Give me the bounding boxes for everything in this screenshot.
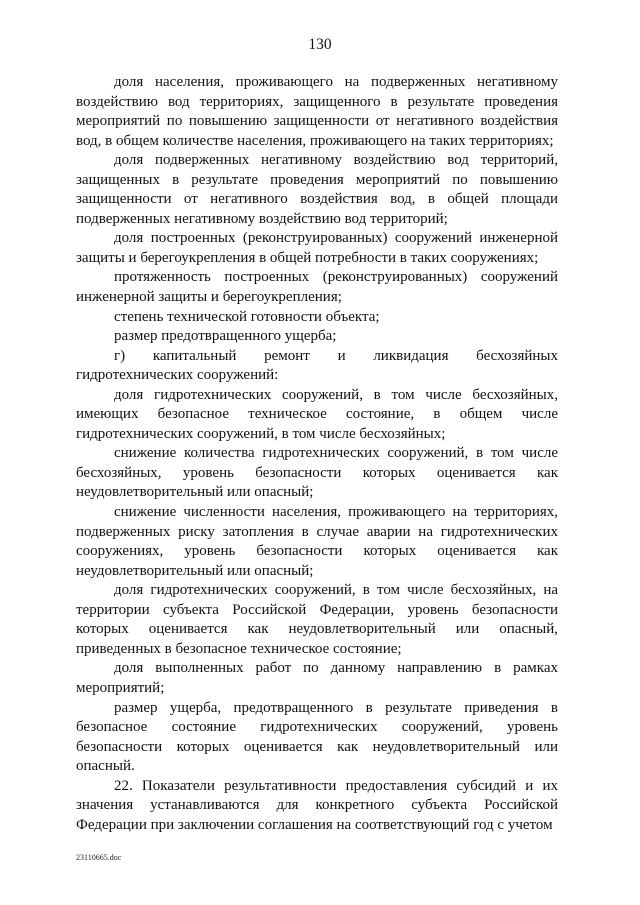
paragraph-unsafe-structures-reduction: снижение количества гидротехнических сооружений, в том числе бесхозяйных, уровень безопасности которых оценивается как неудовлетворительный или опасный; (76, 445, 558, 501)
paragraph-works-completed-share: доля выполненных работ по данному направлению в рамках мероприятий; (76, 660, 558, 696)
paragraph-clause-22: 22. Показатели результативности предоставления субсидий и их значения устанавливаются для конкретного субъекта Российской Федерации при заключении соглашения на соответствующий год с учетом (76, 777, 558, 833)
paragraph-restored-structures-share: доля гидротехнических сооружений, в том числе бесхозяйных, на территории субъекта Российской Федерации, уровень безопасности которых оценивается как неудовлетворительный или опасный, приведенных в безопасное техническое состояние; (76, 582, 558, 657)
paragraph-readiness: степень технической готовности объекта; (114, 308, 380, 325)
paragraph-population-share: доля населения, проживающего на подверженных негативному воздействию вод территориях, защищенного в результате проведения мероприятий по повышению защищенности от негативного воздействия вод, в общем количестве населения, проживающего на таких территориях; (76, 74, 558, 149)
footer-file-name: 23110665.doc (76, 853, 122, 862)
paragraph-territory-share: доля подверженных негативному воздействию вод территорий, защищенных в результате проведения мероприятий по повышению защищенности от негативного воздействия вод, в общей площади подверженных негативному воздействию вод территорий; (76, 152, 558, 227)
paragraph-structures-share: доля построенных (реконструированных) сооружений инженерной защиты и берегоукрепления в общей потребности в таких сооружениях; (76, 230, 558, 266)
paragraph-damage-prevented-size: размер ущерба, предотвращенного в результате приведения в безопасное состояние гидротехнических сооружений, уровень безопасности которых оценивается как неудовлетворительный или опасный. (76, 699, 558, 775)
paragraph-population-at-risk-reduction: снижение численности населения, проживающего на территориях, подверженных риску затопления в случае аварии на гидротехнических сооружениях, уровень безопасности которых оценивается как неудовлетворительный или опасный; (76, 504, 558, 579)
paragraph-structures-length: протяженность построенных (реконструированных) сооружений инженерной защиты и берегоукрепления; (76, 269, 558, 306)
paragraph-safe-structures-share: доля гидротехнических сооружений, в том числе бесхозяйных, имеющих безопасное техническое состояние, в общем числе гидротехнических сооружений, в том числе бесхозяйных; (76, 386, 558, 442)
paragraph-prevented-damage: размер предотвращенного ущерба; (114, 328, 337, 345)
page-number: 130 (308, 36, 332, 53)
body-text (76, 73, 558, 835)
paragraph-section-g-heading: г) капитальный ремонт и ликвидация бесхозяйных гидротехнических сооружений: (76, 347, 558, 384)
